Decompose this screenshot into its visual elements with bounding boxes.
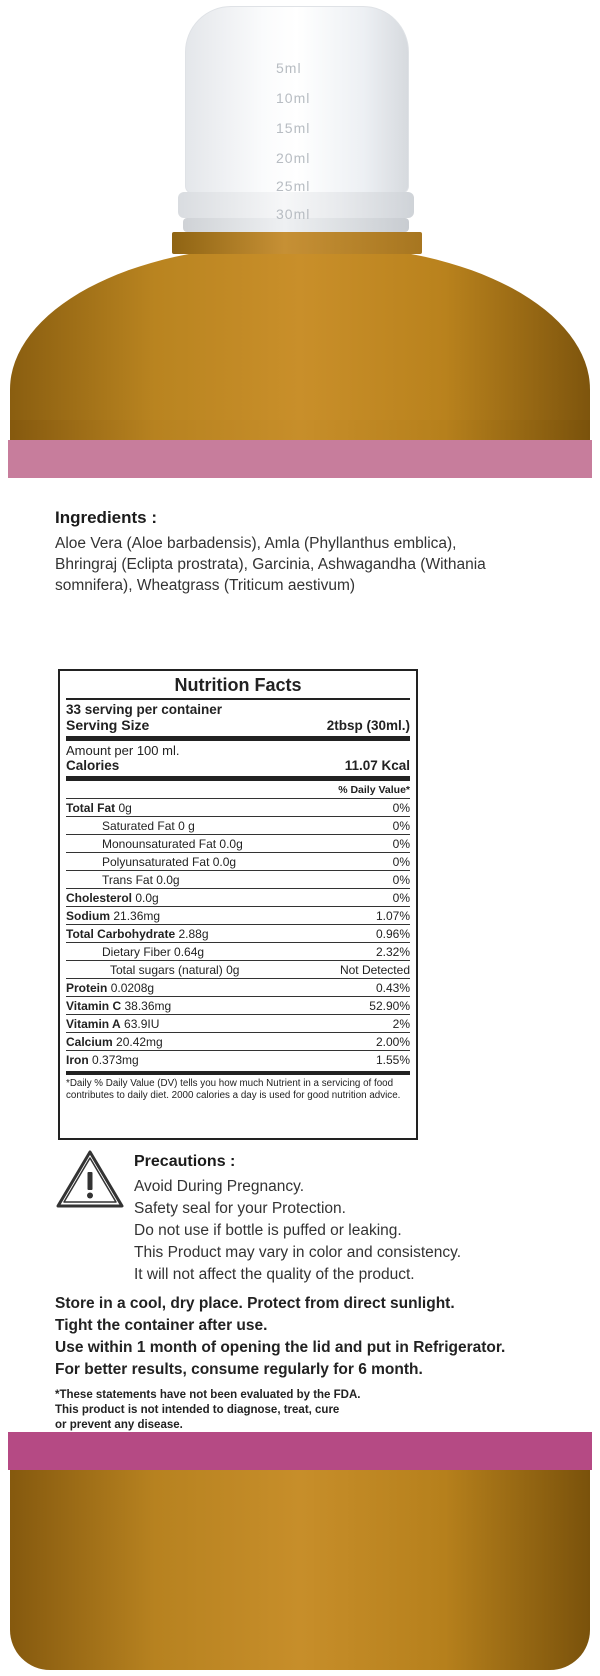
nutrient-label-group <box>66 837 243 851</box>
ingredients-text: Aloe Vera (Aloe barbadensis), Amla (Phyllanthus emblica), Bhringraj (Eclipta prostrata), Garcinia, Ashwagandha (Withania somnifera), Wheatgrass (Triticum aestivum) <box>55 535 486 594</box>
nutrient-amount: 0.0g <box>135 891 159 905</box>
nutrient-name: Polyunsaturated Fat <box>102 855 210 869</box>
nutrient-daily-value: 1.55% <box>375 1053 410 1067</box>
nutrient-daily-value: 0% <box>392 891 410 905</box>
nutrient-label-group <box>66 1017 159 1031</box>
precaution-item: It will not affect the quality of the product. <box>134 1266 415 1283</box>
nutrient-name: Total Carbohydrate <box>66 927 176 941</box>
nutrient-rows <box>60 799 416 1068</box>
storage-line: Tight the container after use. <box>55 1317 268 1334</box>
nutrient-name: Protein <box>66 981 108 995</box>
cap-graduation: 25ml <box>276 178 311 194</box>
nutrient-label-group <box>66 927 209 941</box>
nutrient-amount: 63.9IU <box>124 1017 160 1031</box>
daily-value-header-row <box>66 781 410 799</box>
nutrient-row <box>66 1033 410 1051</box>
nutrient-daily-value: 0.43% <box>375 981 410 995</box>
nutrient-name: Saturated Fat <box>102 819 175 833</box>
cap-graduations <box>246 60 336 250</box>
nutrition-footnote: *Daily % Daily Value (DV) tells you how much Nutrient in a servicing of food contributes to daily diet. 2000 calories a day is used for good nutrition advice. <box>66 1071 410 1102</box>
nutrient-daily-value: 2% <box>392 1017 410 1031</box>
nutrient-name: Cholesterol <box>66 891 133 905</box>
cap-graduation: 30ml <box>276 206 311 222</box>
daily-value-header: % Daily Value* <box>338 784 410 796</box>
precautions-heading: Precautions : <box>134 1153 236 1170</box>
cap-graduation: 15ml <box>276 120 311 136</box>
precaution-item: Do not use if bottle is puffed or leaking. <box>134 1222 402 1239</box>
precaution-item: Safety seal for your Protection. <box>134 1200 346 1217</box>
calories-row <box>66 758 410 781</box>
nutrient-daily-value: 0% <box>392 837 410 851</box>
nutrient-label-group <box>66 1035 163 1049</box>
nutrient-label-group <box>66 1053 139 1067</box>
nutrient-daily-value: 52.90% <box>369 999 410 1013</box>
disclaimer-line: or prevent any disease. <box>55 1419 183 1431</box>
nutrient-name: Sodium <box>66 909 110 923</box>
nutrient-amount: 0.373mg <box>92 1053 139 1067</box>
nutrient-name: Iron <box>66 1053 89 1067</box>
nutrient-label-group <box>66 801 132 815</box>
precaution-item: This Product may vary in color and consistency. <box>134 1244 462 1261</box>
nutrient-row <box>66 817 410 835</box>
nutrient-amount: 20.42mg <box>116 1035 163 1049</box>
label-band-top <box>8 440 592 478</box>
calories-label: Calories <box>66 758 120 773</box>
nutrient-row <box>66 997 410 1015</box>
nutrient-daily-value: 0% <box>392 819 410 833</box>
nutrient-daily-value: 2.00% <box>375 1035 410 1049</box>
nutrient-amount: 0 g <box>178 819 195 833</box>
nutrient-name: Total sugars (natural) <box>110 963 223 977</box>
nutrient-amount: 2.88g <box>178 927 209 941</box>
nutrient-name: Dietary Fiber <box>102 945 171 959</box>
nutrient-label-group <box>66 963 239 977</box>
nutrient-row <box>66 853 410 871</box>
nutrient-row <box>66 943 410 961</box>
nutrient-amount: 0.64g <box>174 945 205 959</box>
disclaimer-line: This product is not intended to diagnose, treat, cure <box>55 1404 340 1416</box>
ingredients-heading: Ingredients : <box>55 508 158 527</box>
nutrient-label-group <box>66 819 195 833</box>
nutrient-amount: 0.0g <box>219 837 243 851</box>
nutrient-name: Monounsaturated Fat <box>102 837 217 851</box>
nutrient-label-group <box>66 981 154 995</box>
nutrient-name: Vitamin A <box>66 1017 121 1031</box>
calories-value: 11.07 Kcal <box>344 758 410 773</box>
nutrition-facts-panel <box>58 669 418 1140</box>
nutrient-row <box>66 961 410 979</box>
nutrient-label-group <box>66 909 160 923</box>
nutrient-daily-value: 0% <box>392 855 410 869</box>
fda-disclaimer <box>55 1388 360 1433</box>
nutrient-row <box>66 1015 410 1033</box>
precautions-list <box>134 1176 461 1286</box>
nutrient-name: Calcium <box>66 1035 113 1049</box>
storage-line: For better results, consume regularly for 6 month. <box>55 1361 423 1378</box>
nutrient-label-group <box>66 999 171 1013</box>
servings-row <box>66 702 410 717</box>
nutrient-amount: 21.36mg <box>113 909 161 923</box>
nutrient-row <box>66 925 410 943</box>
nutrient-daily-value: 1.07% <box>375 909 410 923</box>
cap-graduation: 10ml <box>276 90 311 106</box>
nutrient-daily-value: 0% <box>392 801 410 815</box>
precaution-item: Avoid During Pregnancy. <box>134 1178 305 1195</box>
nutrient-label-group <box>66 945 204 959</box>
nutrient-label-group <box>66 873 180 887</box>
nutrition-title: Nutrition Facts <box>66 671 410 700</box>
storage-line: Store in a cool, dry place. Protect from direct sunlight. <box>55 1295 455 1312</box>
storage-instructions <box>55 1293 505 1381</box>
nutrient-name: Total Fat <box>66 801 116 815</box>
nutrient-amount: 0g <box>118 801 132 815</box>
nutrient-name: Vitamin C <box>66 999 122 1013</box>
servings-text: 33 serving per container <box>66 702 223 717</box>
nutrient-row <box>66 889 410 907</box>
nutrient-label-group <box>66 891 159 905</box>
amount-per-text: Amount per 100 ml. <box>66 743 180 758</box>
label-band-bottom <box>8 1432 592 1470</box>
disclaimer-line: *These statements have not been evaluated by the FDA. <box>55 1389 361 1401</box>
nutrient-label-group <box>66 855 236 869</box>
nutrient-daily-value: 2.32% <box>375 945 410 959</box>
nutrient-daily-value: 0% <box>392 873 410 887</box>
warning-triangle-icon <box>55 1148 125 1210</box>
nutrient-daily-value: 0.96% <box>375 927 410 941</box>
nutrient-row <box>66 871 410 889</box>
nutrient-row <box>66 1051 410 1068</box>
nutrient-amount: 0g <box>226 963 240 977</box>
amount-per-row <box>66 743 410 758</box>
storage-line: Use within 1 month of opening the lid and put in Refrigerator. <box>55 1339 506 1356</box>
nutrient-row <box>66 979 410 997</box>
nutrient-row <box>66 799 410 817</box>
nutrient-amount: 0.0208g <box>110 981 155 995</box>
serving-size-label: Serving Size <box>66 717 150 733</box>
nutrient-row <box>66 907 410 925</box>
serving-size-value: 2tbsp (30ml.) <box>326 718 410 733</box>
nutrient-name: Trans Fat <box>102 873 153 887</box>
nutrient-amount: 0.0g <box>212 855 237 869</box>
serving-size-row <box>66 717 410 741</box>
nutrient-amount: 38.36mg <box>124 999 172 1013</box>
cap-graduation: 20ml <box>276 150 311 166</box>
nutrient-amount: 0.0g <box>156 873 180 887</box>
cap-graduation: 5ml <box>276 60 302 76</box>
nutrient-daily-value: Not Detected <box>339 963 410 977</box>
nutrient-row <box>66 835 410 853</box>
